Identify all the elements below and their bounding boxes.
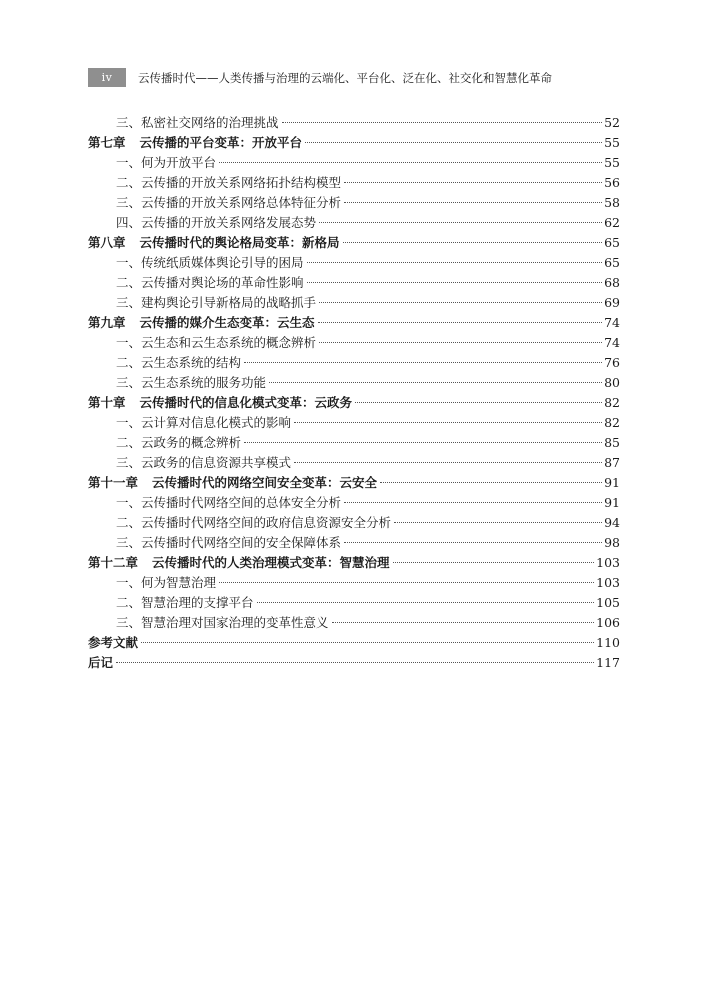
toc-section-row — [88, 153, 620, 173]
chapter-number: 第十二章 — [88, 555, 139, 570]
toc-page-number: 103 — [596, 575, 620, 590]
dot-leader — [282, 122, 603, 123]
toc-section-row — [88, 493, 620, 513]
toc-entry-title: 一、云生态和云生态系统的概念辨析 — [116, 335, 317, 350]
toc-section-row — [88, 373, 620, 393]
toc-section-row — [88, 533, 620, 553]
toc-section-row — [88, 213, 620, 233]
dot-leader — [344, 202, 602, 203]
dot-leader — [269, 382, 602, 383]
toc-section-row — [88, 573, 620, 593]
toc-chapter-row — [88, 473, 620, 493]
chapter-number: 第九章 — [88, 315, 126, 330]
toc-page-number: 55 — [604, 155, 620, 170]
toc-page-number: 69 — [604, 295, 620, 310]
toc-entry-title: 云传播时代的信息化模式变革：云政务 — [139, 395, 353, 410]
toc-entry-title: 三、云生态系统的服务功能 — [116, 375, 267, 390]
toc-page-number: 85 — [604, 435, 620, 450]
toc-entry-title: 云传播的媒介生态变革：云生态 — [139, 315, 315, 330]
toc-backmatter-row — [88, 653, 620, 673]
toc-entry-title: 云传播时代的舆论格局变革：新格局 — [139, 235, 340, 250]
dot-leader — [116, 662, 594, 663]
toc-section-row — [88, 193, 620, 213]
chapter-number: 第十章 — [88, 395, 126, 410]
dot-leader — [307, 282, 603, 283]
toc-section-row — [88, 173, 620, 193]
toc-entry-title: 云传播时代的人类治理模式变革：智慧治理 — [152, 555, 390, 570]
chapter-number: 第七章 — [88, 135, 126, 150]
toc-entry-title: 二、云传播对舆论场的革命性影响 — [116, 275, 304, 290]
table-of-contents — [88, 113, 620, 673]
toc-chapter-row — [88, 393, 620, 413]
toc-section-row — [88, 513, 620, 533]
toc-page-number: 62 — [604, 215, 620, 230]
book-title: 云传播时代——人类传播与治理的云端化、平台化、泛在化、社交化和智慧化革命 — [138, 70, 552, 85]
dot-leader — [319, 342, 602, 343]
toc-entry-title: 云传播时代的网络空间安全变革：云安全 — [152, 475, 378, 490]
dot-leader — [307, 262, 603, 263]
dot-leader — [319, 302, 602, 303]
running-header — [88, 68, 620, 87]
toc-page-number: 58 — [604, 195, 620, 210]
dot-leader — [344, 502, 602, 503]
toc-section-row — [88, 353, 620, 373]
toc-section-row — [88, 433, 620, 453]
toc-section-row — [88, 413, 620, 433]
dot-leader — [355, 402, 602, 403]
dot-leader — [219, 582, 594, 583]
toc-entry-title: 二、云传播的开放关系网络拓扑结构模型 — [116, 175, 342, 190]
dot-leader — [257, 602, 595, 603]
toc-page-number: 117 — [596, 655, 620, 670]
toc-page-number: 65 — [604, 255, 620, 270]
toc-chapter-row — [88, 233, 620, 253]
toc-entry-title: 二、云生态系统的结构 — [116, 355, 242, 370]
toc-entry-title: 一、传统纸质媒体舆论引导的困局 — [116, 255, 304, 270]
toc-page-number: 105 — [596, 595, 620, 610]
dot-leader — [380, 482, 602, 483]
toc-entry-title: 一、云计算对信息化模式的影响 — [116, 415, 292, 430]
toc-page-number: 52 — [604, 115, 620, 130]
toc-chapter-row — [88, 133, 620, 153]
toc-entry-title: 一、何为智慧治理 — [116, 575, 217, 590]
toc-entry-title: 三、智慧治理对国家治理的变革性意义 — [116, 615, 329, 630]
toc-page-number: 55 — [604, 135, 620, 150]
dot-leader — [332, 622, 595, 623]
toc-section-row — [88, 273, 620, 293]
toc-page-number: 98 — [604, 535, 620, 550]
toc-page-number: 65 — [604, 235, 620, 250]
toc-entry-title: 三、云政务的信息资源共享模式 — [116, 455, 292, 470]
toc-entry-title: 三、私密社交网络的治理挑战 — [116, 115, 279, 130]
chapter-number: 第八章 — [88, 235, 126, 250]
toc-page-number: 87 — [604, 455, 620, 470]
toc-page-number: 91 — [604, 495, 620, 510]
toc-section-row — [88, 113, 620, 133]
page-number-badge: iv — [88, 68, 126, 87]
dot-leader — [305, 142, 602, 143]
toc-page-number: 91 — [604, 475, 620, 490]
toc-section-row — [88, 593, 620, 613]
dot-leader — [394, 522, 602, 523]
toc-entry-title: 三、云传播的开放关系网络总体特征分析 — [116, 195, 342, 210]
dot-leader — [344, 542, 602, 543]
dot-leader — [244, 362, 602, 363]
dot-leader — [294, 462, 602, 463]
toc-entry-title: 二、智慧治理的支撑平台 — [116, 595, 254, 610]
toc-entry-title: 二、云传播时代网络空间的政府信息资源安全分析 — [116, 515, 392, 530]
dot-leader — [294, 422, 602, 423]
toc-entry-title: 后记 — [88, 655, 114, 670]
toc-page-number: 106 — [596, 615, 620, 630]
dot-leader — [244, 442, 602, 443]
toc-section-row — [88, 253, 620, 273]
dot-leader — [343, 242, 603, 243]
toc-chapter-row — [88, 553, 620, 573]
toc-entry-title: 三、建构舆论引导新格局的战略抓手 — [116, 295, 317, 310]
toc-entry-title: 云传播的平台变革：开放平台 — [139, 135, 303, 150]
toc-entry-title: 三、云传播时代网络空间的安全保障体系 — [116, 535, 342, 550]
dot-leader — [318, 322, 603, 323]
chapter-number: 第十一章 — [88, 475, 139, 490]
dot-leader — [219, 162, 602, 163]
dot-leader — [393, 562, 595, 563]
toc-entry-title: 参考文献 — [88, 635, 139, 650]
toc-section-row — [88, 613, 620, 633]
dot-leader — [344, 182, 602, 183]
toc-page-number: 94 — [604, 515, 620, 530]
toc-page-number: 56 — [604, 175, 620, 190]
toc-backmatter-row — [88, 633, 620, 653]
dot-leader — [319, 222, 602, 223]
toc-entry-title: 四、云传播的开放关系网络发展态势 — [116, 215, 317, 230]
toc-entry-title: 一、何为开放平台 — [116, 155, 217, 170]
toc-entry-title: 二、云政务的概念辨析 — [116, 435, 242, 450]
toc-page-number: 82 — [604, 415, 620, 430]
toc-page-number: 76 — [604, 355, 620, 370]
toc-chapter-row — [88, 313, 620, 333]
toc-page-number: 74 — [604, 335, 620, 350]
toc-page-number: 68 — [604, 275, 620, 290]
toc-entry-title: 一、云传播时代网络空间的总体安全分析 — [116, 495, 342, 510]
toc-page-number: 82 — [604, 395, 620, 410]
toc-section-row — [88, 293, 620, 313]
toc-page-number: 103 — [596, 555, 620, 570]
dot-leader — [141, 642, 594, 643]
toc-page-number: 74 — [604, 315, 620, 330]
toc-page-number: 80 — [604, 375, 620, 390]
toc-section-row — [88, 453, 620, 473]
toc-section-row — [88, 333, 620, 353]
toc-page-number: 110 — [596, 635, 620, 650]
